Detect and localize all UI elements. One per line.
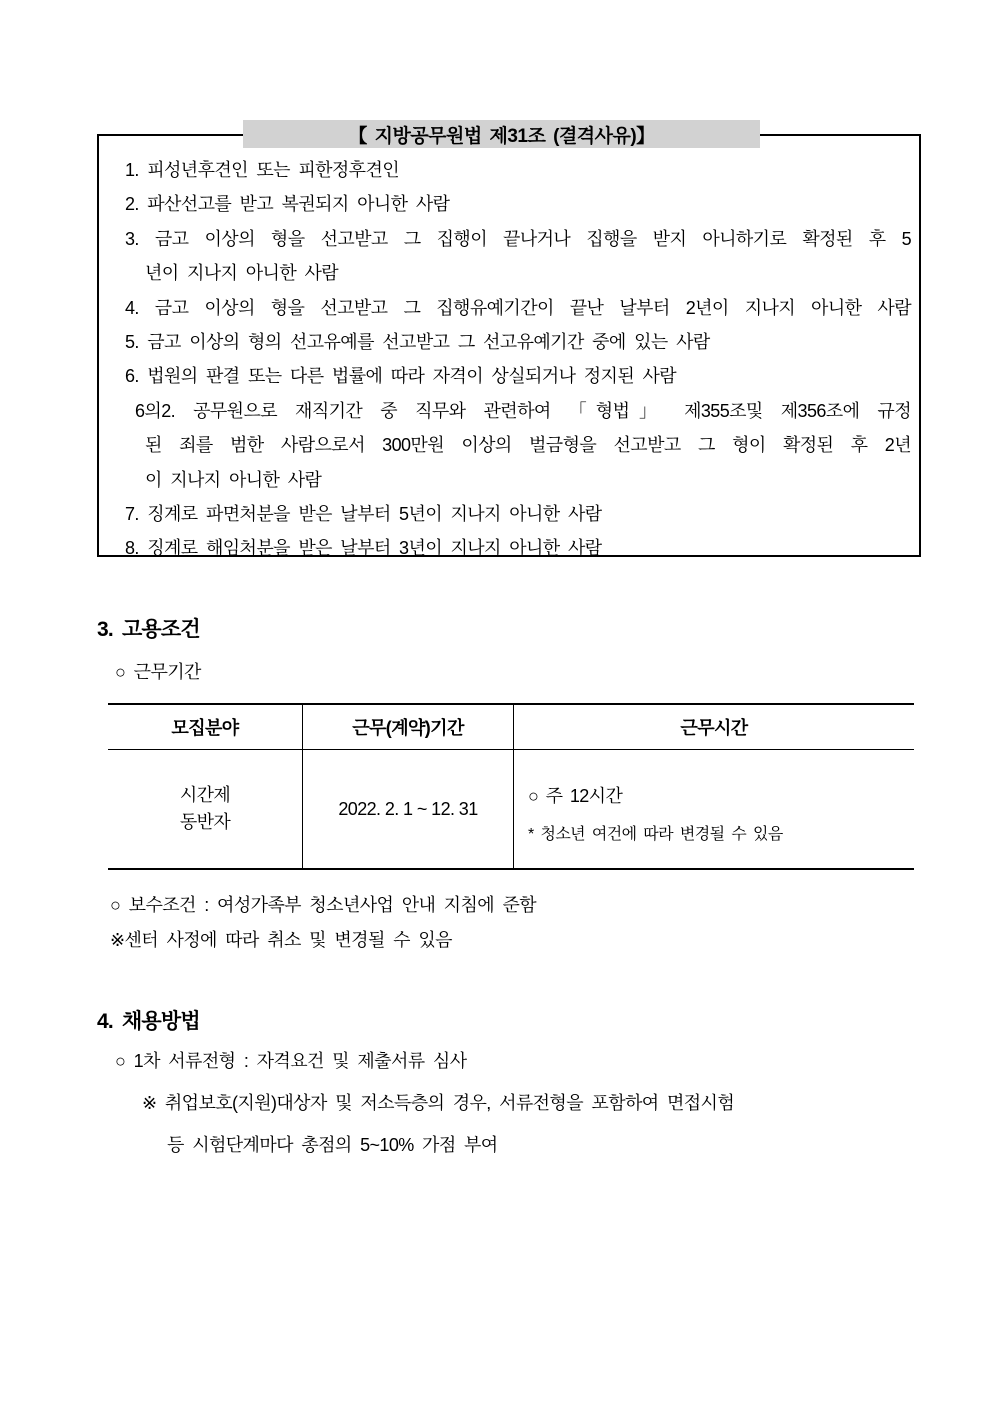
cell-field-line1: 시간제 <box>179 785 231 805</box>
cell-hours-note: * 청소년 여건에 따라 변경될 수 있음 <box>528 826 783 843</box>
employment-table <box>108 703 914 870</box>
law-item-3-cont: 년이 지나지 아니한 사람 <box>145 263 339 284</box>
bonus-note-line2: 등 시험단계마다 총점의 5~10% 가점 부여 <box>167 1135 498 1155</box>
law-item-5: 5. 금고 이상의 형의 선고유예를 선고받고 그 선고유예기간 중에 있는 사람 <box>125 331 710 352</box>
header-cell-period: 근무(계약)기간 <box>302 705 513 749</box>
law-item-6: 6. 법원의 판결 또는 다른 법률에 따라 자격이 상실되거나 정지된 사람 <box>125 366 677 387</box>
cell-hours-main: ○ 주 12시간 <box>528 786 623 806</box>
employment-table-header-row <box>108 703 914 750</box>
law-item-6-2-cont: 된 죄를 범한 사람으로서 300만원 이상의 벌금형을 선고받고 그 형이 확정된 후 2년 <box>145 435 911 456</box>
law-item-7: 7. 징계로 파면처분을 받은 날부터 5년이 지나지 아니한 사람 <box>125 503 602 524</box>
cell-field <box>108 750 302 868</box>
section3-heading: 3. 고용조건 <box>97 618 200 641</box>
screening-bullet: ○ 1차 서류전형 : 자격요건 및 제출서류 심사 <box>115 1051 467 1071</box>
cell-field-line2: 동반자 <box>179 812 231 832</box>
cell-period-value: 2022. 2. 1 ~ 12. 31 <box>338 798 478 819</box>
section4-heading: 4. 채용방법 <box>97 1010 200 1033</box>
center-note-line: ※센터 사정에 따라 취소 및 변경될 수 있음 <box>110 930 452 950</box>
cell-period <box>302 750 513 868</box>
law-box-lines <box>99 153 919 566</box>
law-item-2: 2. 파산선고를 받고 복권되지 아니한 사람 <box>125 194 450 215</box>
law-item-3: 3. 금고 이상의 형을 선고받고 그 집행이 끝나거나 집행을 받지 아니하기로 확정된 후 5 <box>125 228 911 249</box>
law-item-6-2: 6의2. 공무원으로 재직기간 중 직무와 관련하여 「형법」 제355조및 제356조에 규정 <box>135 400 911 421</box>
header-cell-field: 모집분야 <box>171 718 239 738</box>
pay-condition-bullet: ○ 보수조건 : 여성가족부 청소년사업 안내 지침에 준함 <box>110 895 537 915</box>
law-box <box>97 134 921 557</box>
law-item-8: 8. 징계로 해임처분을 받은 날부터 3년이 지나지 아니한 사람 <box>125 538 602 559</box>
law-item-6-2-end: 이 지나지 아니한 사람 <box>145 469 322 490</box>
employment-table-body-row <box>108 750 914 870</box>
cell-hours <box>513 750 914 868</box>
law-item-4: 4. 금고 이상의 형을 선고받고 그 집행유예기간이 끝난 날부터 2년이 지나지 아니한 사람 <box>125 297 911 318</box>
law-item-1: 1. 피성년후견인 또는 피한정후견인 <box>125 160 400 180</box>
work-period-bullet: ○ 근무기간 <box>115 662 201 682</box>
law-box-title: 【 지방공무원법 제31조 (결격사유)】 <box>243 120 760 148</box>
header-cell-hours: 근무시간 <box>513 705 914 749</box>
bonus-note-line1: ※ 취업보호(지원)대상자 및 저소득층의 경우, 서류전형을 포함하여 면접시험 <box>142 1093 735 1113</box>
